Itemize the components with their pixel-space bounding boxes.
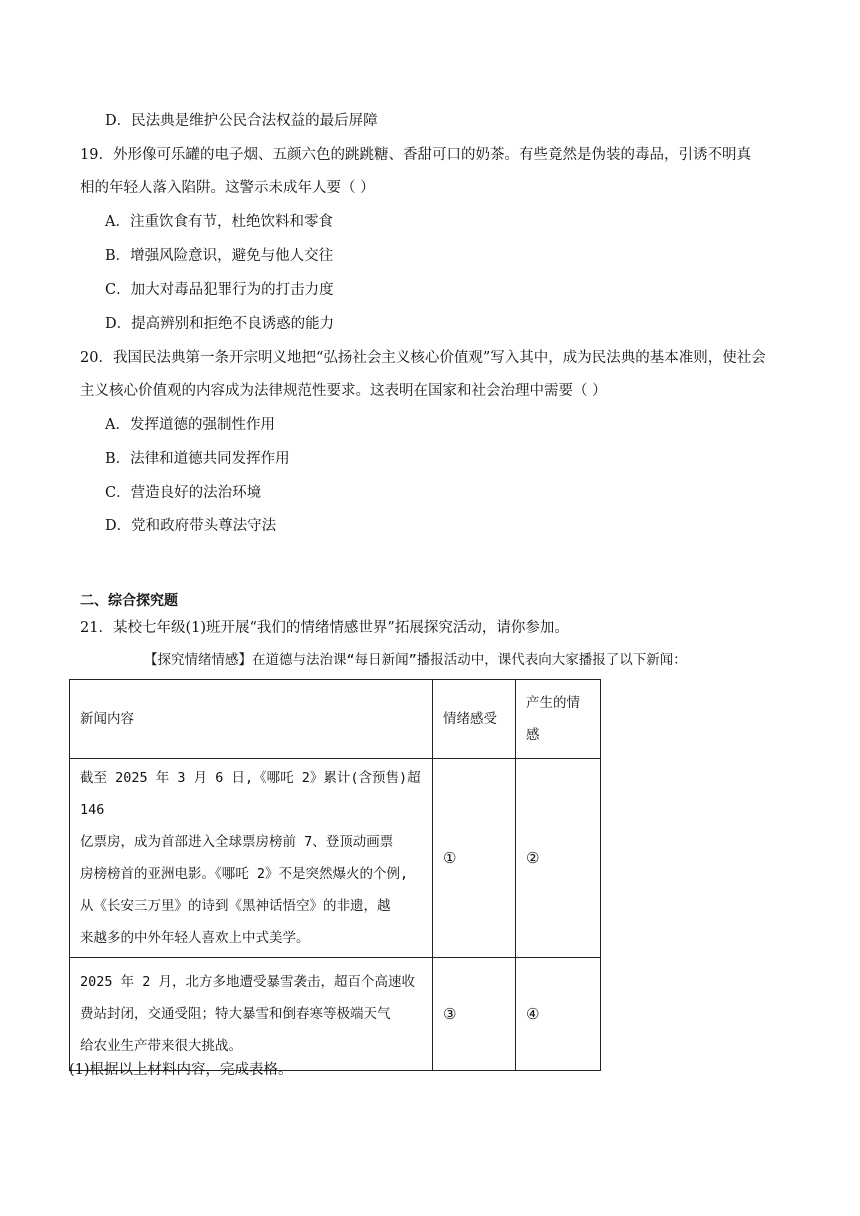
section-heading: 二、综合探究题: [80, 593, 178, 609]
q21-stem: 21．某校七年级(1)班开展“我们的情绪情感世界”拓展探究活动，请你参加。: [80, 620, 569, 636]
q19-option-d: D．提高辨别和拒绝不良诱惑的能力: [105, 316, 335, 332]
q20-option-d: D．党和政府带头尊法守法: [105, 518, 277, 534]
q21-intro: 【探究情绪情感】在道德与法治课“每日新闻”播报活动中，课代表向大家播报了以下新闻：: [144, 652, 687, 668]
news-line: 来越多的中外年轻人喜欢上中式美学。: [80, 930, 310, 946]
q21-sub1: (1)根据以上材料内容，完成表格。: [69, 1062, 293, 1078]
q19-option-a: A．注重饮食有节，杜绝饮料和零食: [105, 214, 333, 230]
feeling-blank-2[interactable]: ②: [516, 759, 601, 958]
q20-stem-line2: 主义核心价值观的内容成为法律规范性要求。这表明在国家和社会治理中需要（ ）: [80, 383, 607, 399]
q20-option-b: B．法律和道德共同发挥作用: [105, 451, 290, 467]
q19-option-b: B．增强风险意识，避免与他人交往: [105, 248, 334, 264]
news-line: 从《长安三万里》的诗到《黑神话悟空》的非遗，越: [80, 898, 391, 914]
table-row: [70, 759, 601, 958]
q19-stem-line1: 19．外形像可乐罐的电子烟、五颜六色的跳跳糖、香甜可口的奶茶。有些竟然是伪装的毒品，引诱不明真: [80, 147, 751, 163]
header-emotion: 情绪感受: [433, 680, 516, 759]
news-cell: [70, 958, 433, 1071]
news-line: 2025 年 2 月，北方多地遭受暴雪袭击，超百个高速收: [80, 974, 416, 990]
header-feeling-line1: 产生的情: [526, 695, 580, 711]
q19-option-c: C．加大对毒品犯罪行为的打击力度: [105, 282, 334, 298]
header-news-content: 新闻内容: [70, 680, 433, 759]
news-line: 房榜榜首的亚洲电影。《哪吒 2》不是突然爆火的个例,: [80, 866, 409, 882]
header-feeling-line2: 感: [526, 727, 540, 743]
q20-option-c: C．营造良好的法治环境: [105, 485, 262, 501]
emotion-blank-1[interactable]: ①: [433, 759, 516, 958]
table-header-row: [70, 680, 601, 759]
q20-stem-line1: 20．我国民法典第一条开宗明义地把“弘扬社会主义核心价值观”写入其中，成为民法典的基本准则，使社会: [80, 350, 766, 366]
feeling-blank-4[interactable]: ④: [516, 958, 601, 1071]
news-cell: [70, 759, 433, 958]
q19-stem-line2: 相的年轻人落入陷阱。这警示未成年人要（ ）: [80, 180, 375, 196]
news-line: 给农业生产带来很大挑战。: [80, 1038, 242, 1054]
table-row: [70, 958, 601, 1071]
news-table: [69, 679, 601, 1071]
q20-option-a: A．发挥道德的强制性作用: [105, 417, 275, 433]
news-line: 亿票房，成为首部进入全球票房榜前 7、登顶动画票: [80, 834, 394, 850]
header-feeling: [516, 680, 601, 759]
news-line: 截至 2025 年 3 月 6 日,《哪吒 2》累计(含预售)超 146: [80, 770, 421, 818]
q18-option-d: D．民法典是维护公民合法权益的最后屏障: [105, 113, 378, 129]
news-line: 费站封闭，交通受阻；特大暴雪和倒春寒等极端天气: [80, 1006, 391, 1022]
emotion-blank-3[interactable]: ③: [433, 958, 516, 1071]
